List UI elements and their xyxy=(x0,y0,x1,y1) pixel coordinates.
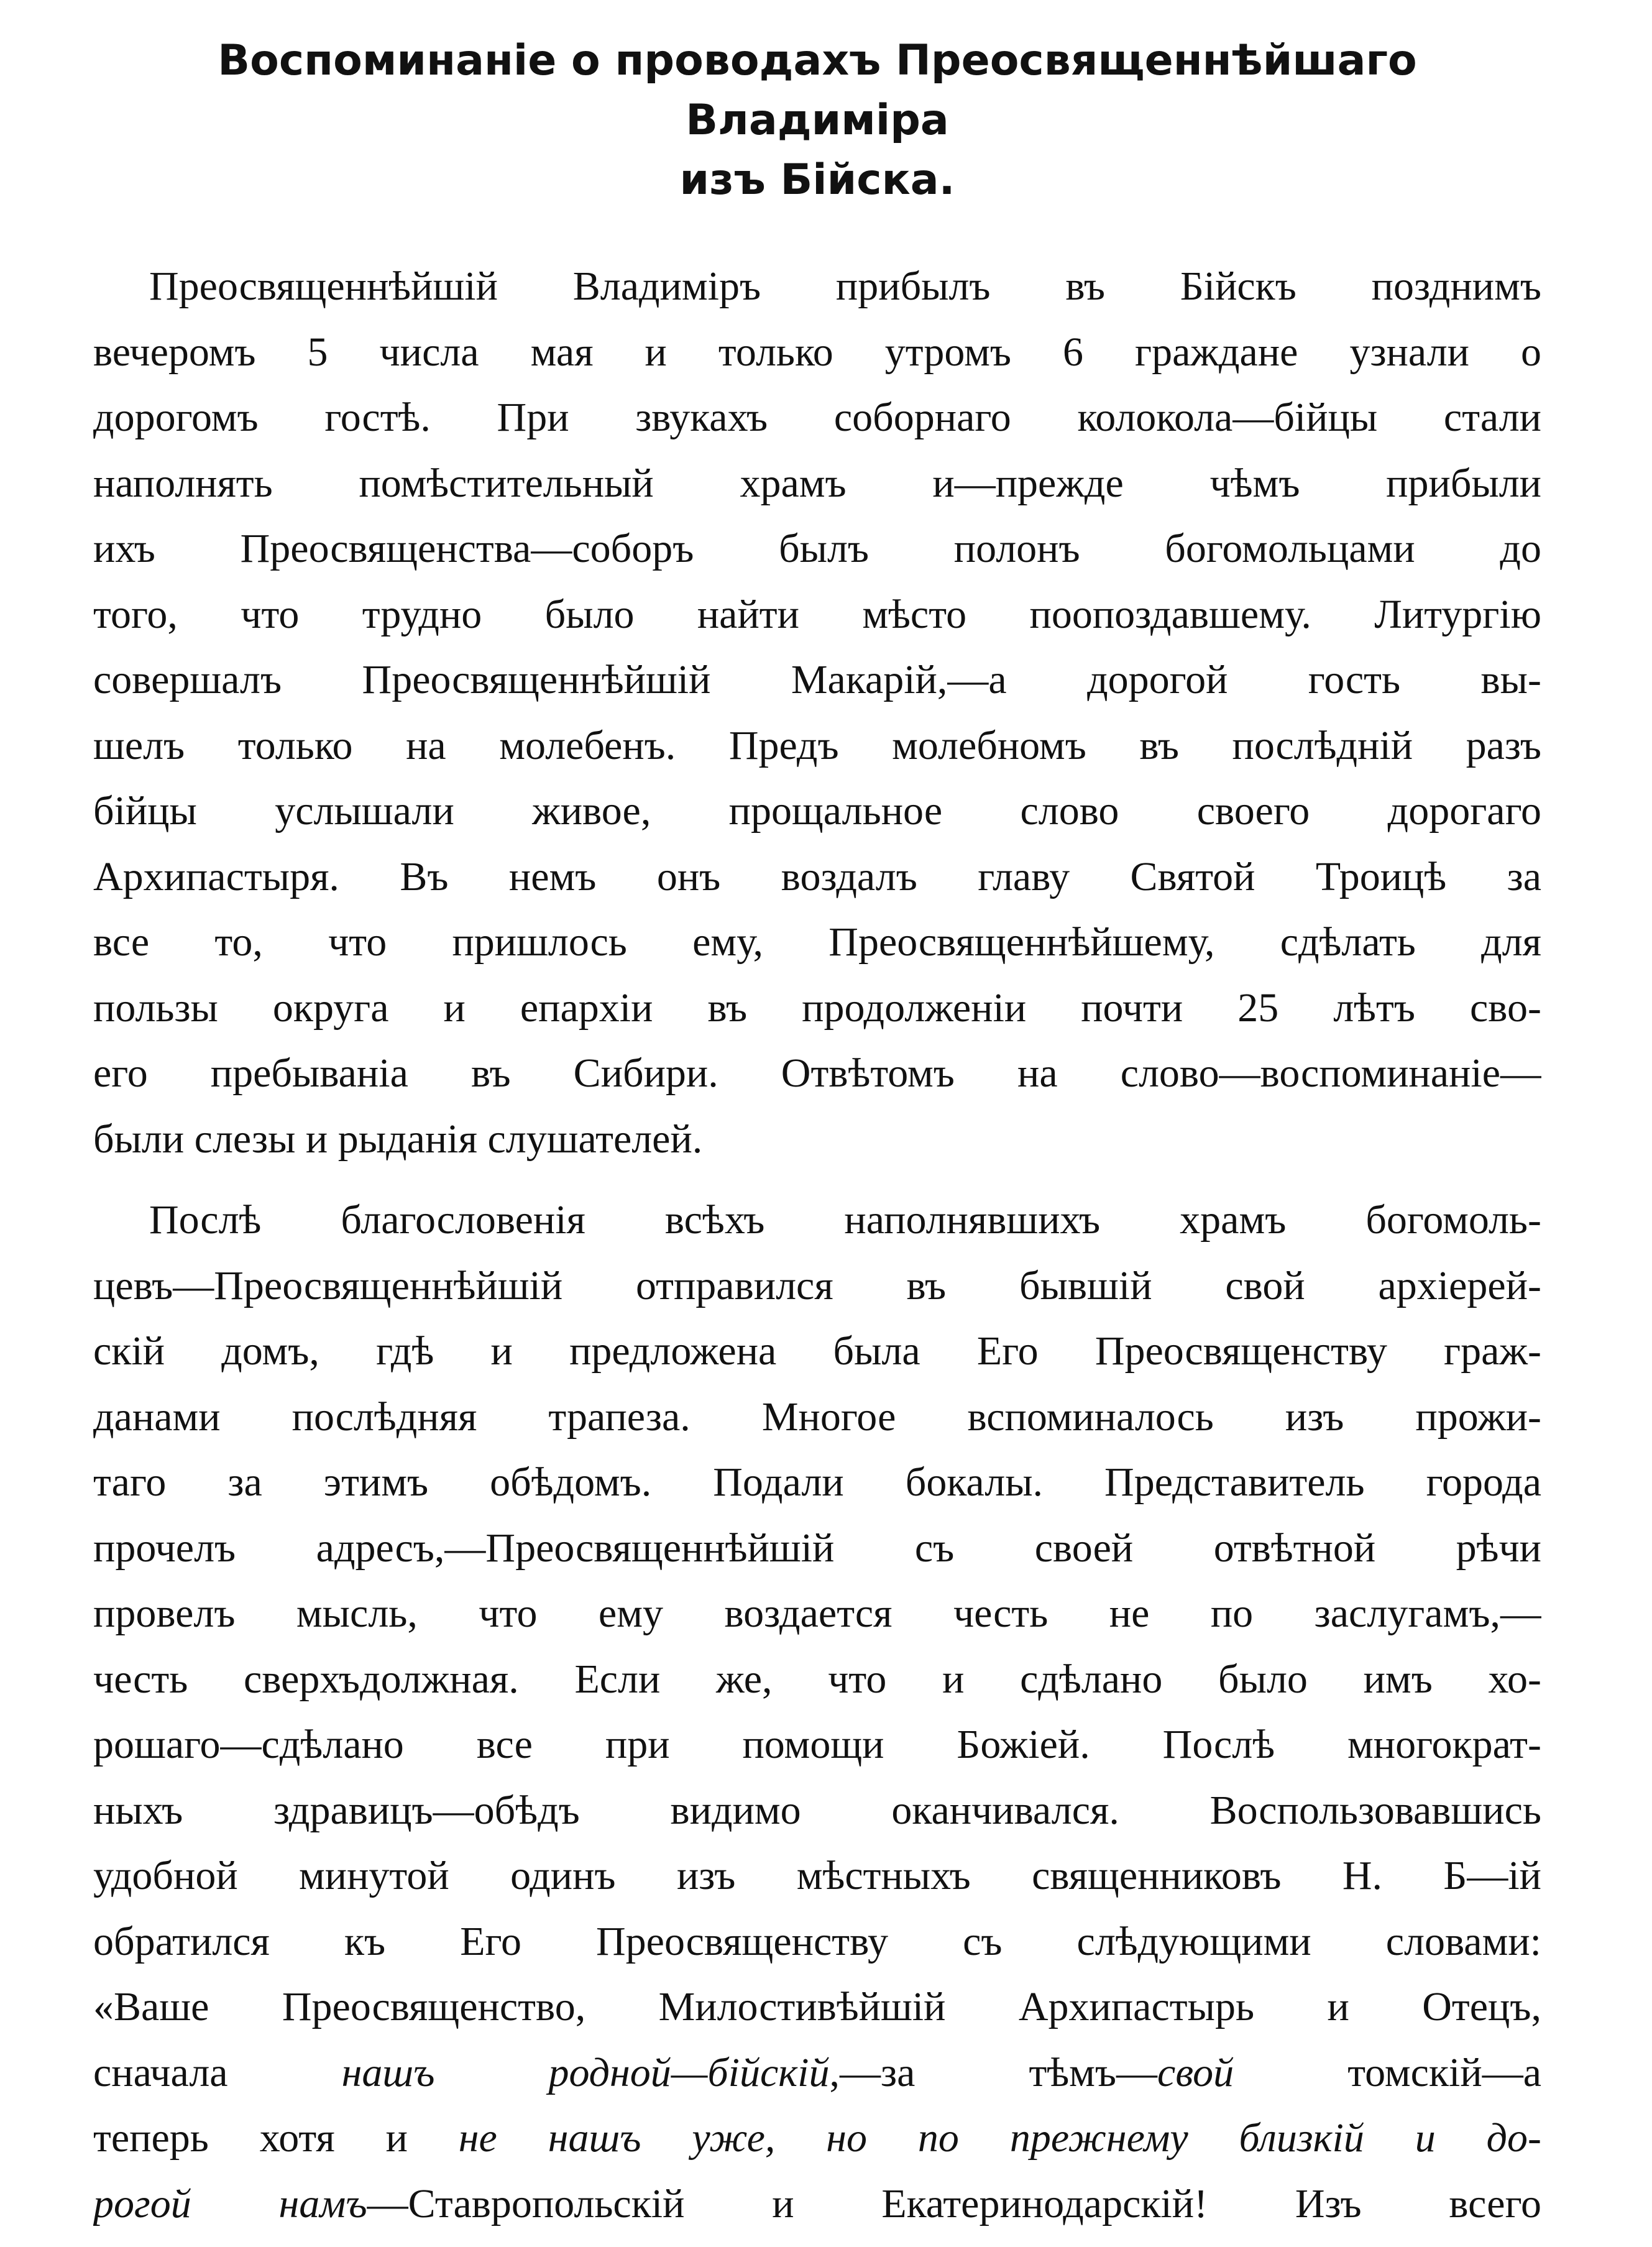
text-line: Послѣ благословенія всѣхъ наполнявшихъ храмъ богомоль- xyxy=(149,1197,1541,1243)
italic-run: рогой намъ xyxy=(93,2180,367,2226)
title-line: изъ Бійска. xyxy=(679,155,955,204)
text-line: Архипастыря. Въ немъ онъ воздалъ главу Святой Троицѣ за xyxy=(93,853,1541,899)
text-line-mixed xyxy=(93,2105,1541,2171)
text-run: ,—за тѣмъ— xyxy=(829,2049,1158,2095)
text-line: совершалъ Преосвященнѣйшій Макарій,—а дорогой гость вы- xyxy=(93,657,1541,702)
text-run: томскій—а xyxy=(1234,2049,1541,2095)
text-line: ихъ Преосвященства—соборъ былъ полонъ богомольцами до xyxy=(93,526,1541,571)
text-line: таго за этимъ обѣдомъ. Подали бокалы. Представитель города xyxy=(93,1459,1541,1505)
italic-run: свой xyxy=(1157,2049,1234,2095)
text-line: провелъ мысль, что ему воздается честь не по заслугамъ,— xyxy=(93,1591,1541,1636)
text-line: все то, что пришлось ему, Преосвященнѣйшему, сдѣлать для xyxy=(93,919,1541,965)
text-line: его пребываніа въ Сибири. Отвѣтомъ на слово—воспоминаніе— xyxy=(93,1050,1541,1096)
article-title xyxy=(93,31,1541,210)
text-line: пользы округа и епархіи въ продолженіи почти 25 лѣтъ сво- xyxy=(93,985,1541,1031)
text-line: цевъ—Преосвященнѣйшій отправился въ бывшій свой архіерей- xyxy=(93,1262,1541,1308)
paragraph-1 xyxy=(93,254,1541,1172)
text-line: бійцы услышали живое, прощальное слово своего дорогаго xyxy=(93,788,1541,834)
text-line: прочелъ адресъ,—Преосвященнѣйшій съ своей отвѣтной рѣчи xyxy=(93,1525,1541,1571)
text-line: «Ваше Преосвященство, Милостивѣйшій Архипастырь и Отецъ, xyxy=(93,1984,1541,2029)
text-line: Преосвященнѣйшій Владиміръ прибылъ въ Бійскъ позднимъ xyxy=(149,264,1541,309)
text-line: честь сверхъдолжная. Если же, что и сдѣлано было имъ хо- xyxy=(93,1656,1541,1702)
text-line: дорогомъ гостѣ. При звукахъ соборнаго колокола—бійцы стали xyxy=(93,395,1541,440)
text-line: того, что трудно было найти мѣсто поопоздавшему. Литургію xyxy=(93,591,1541,637)
text-run: сначала xyxy=(93,2049,342,2095)
text-run: —Ставропольскій и Екатеринодарскій! Изъ всего xyxy=(367,2180,1541,2226)
text-line: были слезы и рыданія слушателей. xyxy=(93,1116,703,1162)
text-line: удобной минутой одинъ изъ мѣстныхъ священниковъ Н. Б—ій xyxy=(93,1853,1541,1898)
text-line: рошаго—сдѣлано все при помощи Божіей. Послѣ многократ- xyxy=(93,1722,1541,1767)
text-line: наполнять помѣстительный храмъ и—прежде чѣмъ прибыли xyxy=(93,460,1541,506)
text-line: шелъ только на молебенъ. Предъ молебномъ въ послѣдній разъ xyxy=(93,722,1541,768)
text-run: теперь хотя и xyxy=(93,2115,459,2161)
title-line: Воспоминаніе о проводахъ Преосвященнѣйшаго Владиміра xyxy=(218,36,1417,145)
text-line: обратился къ Его Преосвященству съ слѣдующими словами: xyxy=(93,1918,1541,1964)
italic-run: не нашъ уже, но по прежнему близкій и до- xyxy=(458,2115,1541,2161)
text-line-mixed xyxy=(93,2171,1541,2237)
text-line-mixed xyxy=(93,2040,1541,2106)
text-line: ныхъ здравицъ—обѣдъ видимо оканчивался. Воспользовавшись xyxy=(93,1787,1541,1833)
paragraph-2 xyxy=(93,1187,1541,2236)
text-line: скій домъ, гдѣ и предложена была Его Преосвященству граж- xyxy=(93,1328,1541,1374)
text-line: данами послѣдняя трапеза. Многое вспоминалось изъ прожи- xyxy=(93,1394,1541,1440)
text-line: вечеромъ 5 числа мая и только утромъ 6 граждане узнали о xyxy=(93,329,1541,375)
document-page xyxy=(93,31,1541,2236)
italic-run: нашъ родной—бійскій xyxy=(341,2049,830,2095)
